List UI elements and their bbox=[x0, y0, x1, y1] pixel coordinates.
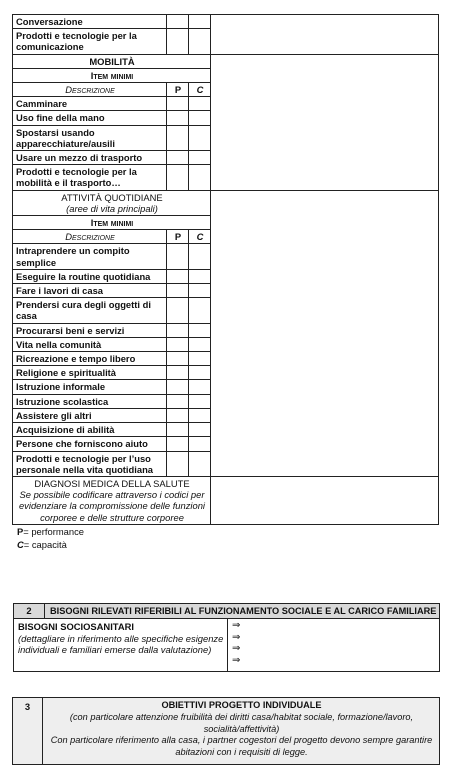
p-cell[interactable] bbox=[167, 284, 189, 298]
row-label: Prodotti e tecnologie per l’uso personale nella vita quotidiana bbox=[13, 451, 167, 476]
row-label: Uso fine della mano bbox=[13, 111, 167, 125]
row-label: Acquisizione di abilità bbox=[13, 423, 167, 437]
p-cell[interactable] bbox=[167, 437, 189, 451]
row-label: Istruzione scolastica bbox=[13, 394, 167, 408]
section-3-line1: (con particolare attenzione fruibilità dei diritti casa/habitat sociale, formazione/lavoro, socialità/affettività) bbox=[69, 711, 414, 734]
item-minimi-label: Item minimi bbox=[13, 68, 211, 82]
section-header-row bbox=[13, 54, 439, 68]
section-3-title: OBIETTIVI PROGETTO INDIVIDUALE bbox=[161, 700, 322, 710]
arrow-icon: ⇒ bbox=[232, 654, 241, 666]
section-2-number: 2 bbox=[14, 604, 45, 618]
c-cell[interactable] bbox=[189, 408, 211, 422]
item-minimi-label: Item minimi bbox=[13, 216, 211, 230]
p-cell[interactable] bbox=[167, 394, 189, 408]
descrizione-header: Descrizione bbox=[13, 83, 167, 97]
row-label: Usare un mezzo di trasporto bbox=[13, 151, 167, 165]
section-3 bbox=[12, 697, 440, 765]
attivita-header bbox=[13, 190, 211, 215]
p-header: P bbox=[167, 83, 189, 97]
diagnosi-text: Se possibile codificare attraverso i codici per evidenziare la compromissione delle funzioni corporee e delle strutture corporee bbox=[18, 489, 206, 523]
diagnosi-notes-cell[interactable] bbox=[211, 476, 439, 524]
c-cell[interactable] bbox=[189, 151, 211, 165]
c-header: C bbox=[189, 230, 211, 244]
attivita-subtitle: (aree di vita principali) bbox=[66, 202, 158, 214]
legend-p-key: P bbox=[17, 526, 24, 537]
p-cell[interactable] bbox=[167, 244, 189, 269]
c-cell[interactable] bbox=[189, 352, 211, 366]
bisogni-label: BISOGNI SOCIOSANITARI bbox=[18, 621, 134, 632]
legend-performance bbox=[17, 526, 84, 538]
c-cell[interactable] bbox=[189, 244, 211, 269]
c-cell[interactable] bbox=[189, 111, 211, 125]
descrizione-header: Descrizione bbox=[13, 230, 167, 244]
mobilita-notes-cell[interactable] bbox=[211, 54, 439, 190]
c-cell[interactable] bbox=[189, 394, 211, 408]
c-cell[interactable] bbox=[189, 97, 211, 111]
c-cell[interactable] bbox=[189, 284, 211, 298]
mobilita-title: MOBILITÀ bbox=[13, 54, 211, 68]
row-label: Assistere gli altri bbox=[13, 408, 167, 422]
c-header: C bbox=[189, 83, 211, 97]
section-2-label-cell bbox=[14, 619, 228, 671]
row-label: Camminare bbox=[13, 97, 167, 111]
p-cell[interactable] bbox=[167, 125, 189, 150]
attivita-title: ATTIVITÀ QUOTIDIANE bbox=[61, 191, 163, 203]
diagnosi-title: DIAGNOSI MEDICA DELLA SALUTE bbox=[34, 477, 190, 489]
row-label: Religione e spiritualità bbox=[13, 366, 167, 380]
attivita-notes-cell[interactable] bbox=[211, 190, 439, 476]
row-label: Eseguire la routine quotidiana bbox=[13, 269, 167, 283]
row-label: Intraprendere un compito semplice bbox=[13, 244, 167, 269]
arrow-icon: ⇒ bbox=[232, 643, 241, 655]
c-cell[interactable] bbox=[189, 337, 211, 351]
p-cell[interactable] bbox=[167, 298, 189, 323]
p-cell[interactable] bbox=[167, 97, 189, 111]
p-cell[interactable] bbox=[167, 111, 189, 125]
legend-c-text: = capacità bbox=[23, 539, 67, 550]
notes-cell[interactable] bbox=[211, 15, 439, 55]
diagnosi-cell bbox=[13, 476, 211, 524]
p-cell[interactable] bbox=[167, 352, 189, 366]
c-cell[interactable] bbox=[189, 165, 211, 190]
p-cell[interactable] bbox=[167, 165, 189, 190]
section-3-line2: Con particolare riferimento alla casa, i partner cogestori del progetto devono sempre garantire abitazioni con i requisiti di legge. bbox=[50, 735, 433, 758]
c-cell[interactable] bbox=[189, 15, 211, 29]
section-3-number: 3 bbox=[13, 698, 43, 764]
section-2-header bbox=[14, 604, 439, 619]
row-label: Prodotti e tecnologie per la mobilità e il trasporto… bbox=[13, 165, 167, 190]
assessment-table bbox=[12, 14, 439, 525]
p-cell[interactable] bbox=[167, 451, 189, 476]
p-cell[interactable] bbox=[167, 29, 189, 54]
legend-c-key: C bbox=[17, 539, 24, 550]
row-label: Persone che forniscono aiuto bbox=[13, 437, 167, 451]
section-2 bbox=[13, 603, 440, 672]
arrow-icon: ⇒ bbox=[232, 631, 241, 643]
p-cell[interactable] bbox=[167, 380, 189, 394]
p-cell[interactable] bbox=[167, 269, 189, 283]
row-label: Procurarsi beni e servizi bbox=[13, 323, 167, 337]
row-label: Istruzione informale bbox=[13, 380, 167, 394]
assessment-table-body bbox=[13, 15, 439, 525]
c-cell[interactable] bbox=[189, 380, 211, 394]
p-cell[interactable] bbox=[167, 15, 189, 29]
p-cell[interactable] bbox=[167, 423, 189, 437]
c-cell[interactable] bbox=[189, 298, 211, 323]
row-label: Conversazione bbox=[13, 15, 167, 29]
c-cell[interactable] bbox=[189, 423, 211, 437]
table-row bbox=[13, 15, 439, 29]
p-cell[interactable] bbox=[167, 337, 189, 351]
row-label: Ricreazione e tempo libero bbox=[13, 352, 167, 366]
c-cell[interactable] bbox=[189, 269, 211, 283]
p-cell[interactable] bbox=[167, 323, 189, 337]
p-header: P bbox=[167, 230, 189, 244]
p-cell[interactable] bbox=[167, 366, 189, 380]
legend-capacita bbox=[17, 539, 67, 551]
c-cell[interactable] bbox=[189, 437, 211, 451]
section-2-entries[interactable] bbox=[232, 620, 240, 666]
row-label: Prodotti e tecnologie per la comunicazione bbox=[13, 29, 167, 54]
bisogni-note: (dettagliare in riferimento alle specifiche esigenze individuali e familiari emerse dalla valutazione) bbox=[18, 632, 224, 656]
p-cell[interactable] bbox=[167, 151, 189, 165]
c-cell[interactable] bbox=[189, 125, 211, 150]
c-cell[interactable] bbox=[189, 366, 211, 380]
row-label: Prendersi cura degli oggetti di casa bbox=[13, 298, 167, 323]
c-cell[interactable] bbox=[189, 451, 211, 476]
arrow-icon: ⇒ bbox=[232, 620, 241, 631]
c-cell[interactable] bbox=[189, 29, 211, 54]
section-3-body bbox=[44, 700, 439, 759]
row-label: Vita nella comunità bbox=[13, 337, 167, 351]
c-cell[interactable] bbox=[189, 323, 211, 337]
legend-p-text: = performance bbox=[23, 526, 84, 537]
p-cell[interactable] bbox=[167, 408, 189, 422]
section-2-title: BISOGNI RILEVATI RIFERIBILI AL FUNZIONAMENTO SOCIALE E AL CARICO FAMILIARE bbox=[50, 606, 437, 616]
row-label: Fare i lavori di casa bbox=[13, 284, 167, 298]
diagnosi-row bbox=[13, 476, 439, 524]
row-label: Spostarsi usando apparecchiature/ausili bbox=[13, 125, 167, 150]
section-header-row bbox=[13, 190, 439, 215]
